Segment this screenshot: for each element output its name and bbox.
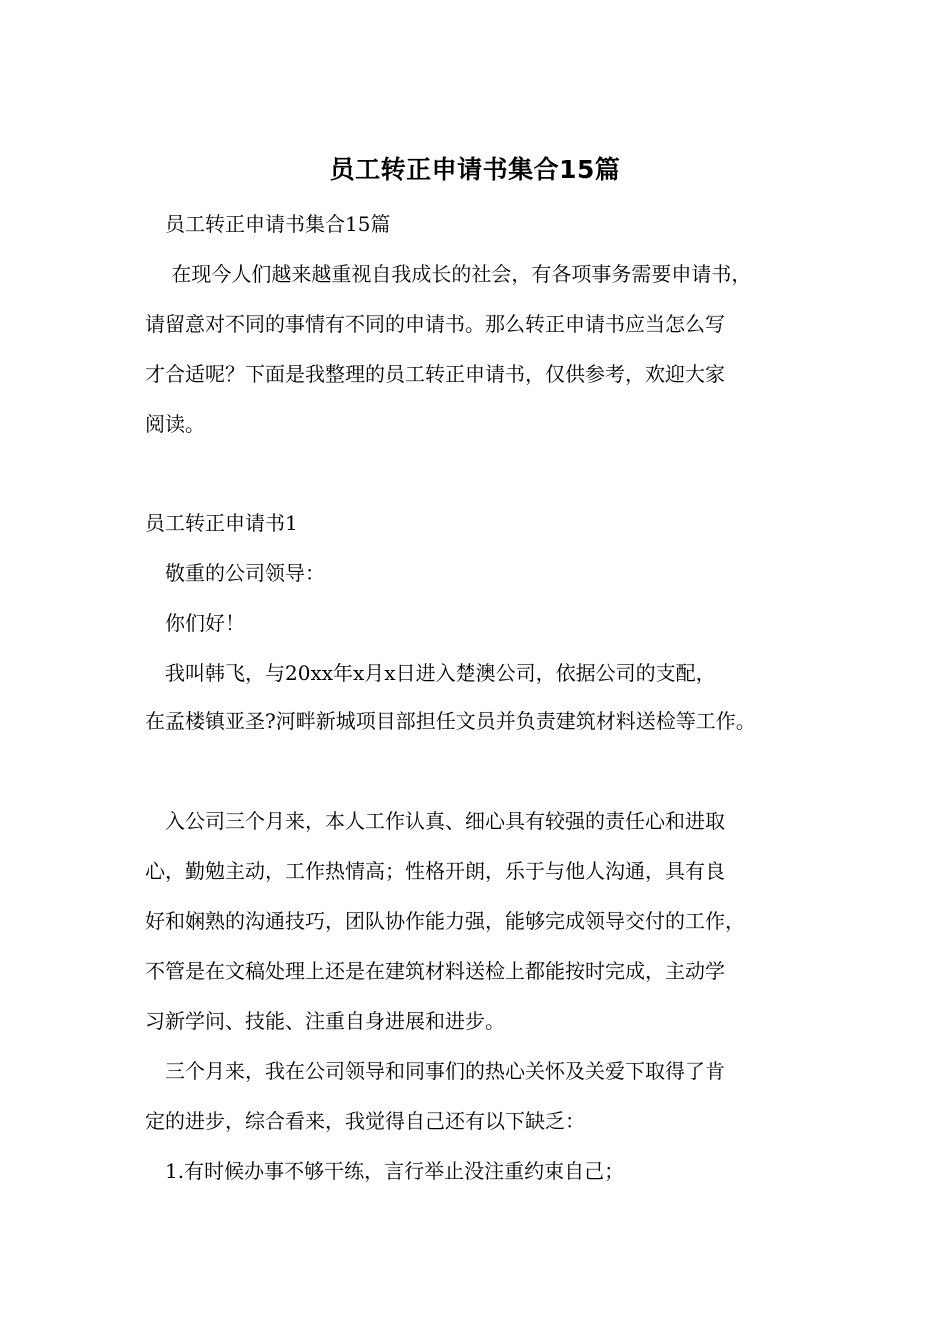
intro-line-2: 请留意对不同的事情有不同的申请书。那么转正申请书应当怎么写 <box>145 312 725 336</box>
document-title: 员工转正申请书集合15篇 <box>329 155 621 184</box>
subtitle-line: 员工转正申请书集合15篇 <box>145 212 391 236</box>
body-line-5: 好和娴熟的沟通技巧，团队协作能力强，能够完成领导交付的工作， <box>145 909 745 933</box>
body-line-6: 不管是在文稿处理上还是在建筑材料送检上都能按时完成，主动学 <box>145 959 725 983</box>
body-line-4: 心，勤勉主动，工作热情高；性格开朗，乐于与他人沟通，具有良 <box>145 859 725 883</box>
intro-line-1: 在现今人们越来越重视自我成长的社会，有各项事务需要申请书， <box>145 262 752 286</box>
body-line-1: 我叫韩飞，与20xx年x月x日进入楚澳公司，依据公司的支配， <box>145 661 716 685</box>
intro-line-3: 才合适呢？下面是我整理的员工转正申请书，仅供参考，欢迎大家 <box>145 362 725 386</box>
body-line-3: 入公司三个月来，本人工作认真、细心具有较强的责任心和进取 <box>145 809 725 833</box>
body-line-2: 在孟楼镇亚圣?河畔新城项目部担任文员并负责建筑材料送检等工作。 <box>145 709 756 733</box>
list-item-1: 1.有时候办事不够干练，言行举止没注重约束自己； <box>145 1159 625 1183</box>
greeting-line: 你们好！ <box>145 611 245 635</box>
salutation-line: 敬重的公司领导： <box>145 561 325 585</box>
section-heading: 员工转正申请书1 <box>145 511 298 535</box>
body-line-9: 定的进步，综合看来，我觉得自己还有以下缺乏： <box>145 1109 585 1133</box>
body-line-8: 三个月来，我在公司领导和同事们的热心关怀及关爱下取得了肯 <box>145 1059 725 1083</box>
intro-line-4: 阅读。 <box>145 412 205 436</box>
body-line-7: 习新学问、技能、注重自身进展和进步。 <box>145 1009 505 1033</box>
